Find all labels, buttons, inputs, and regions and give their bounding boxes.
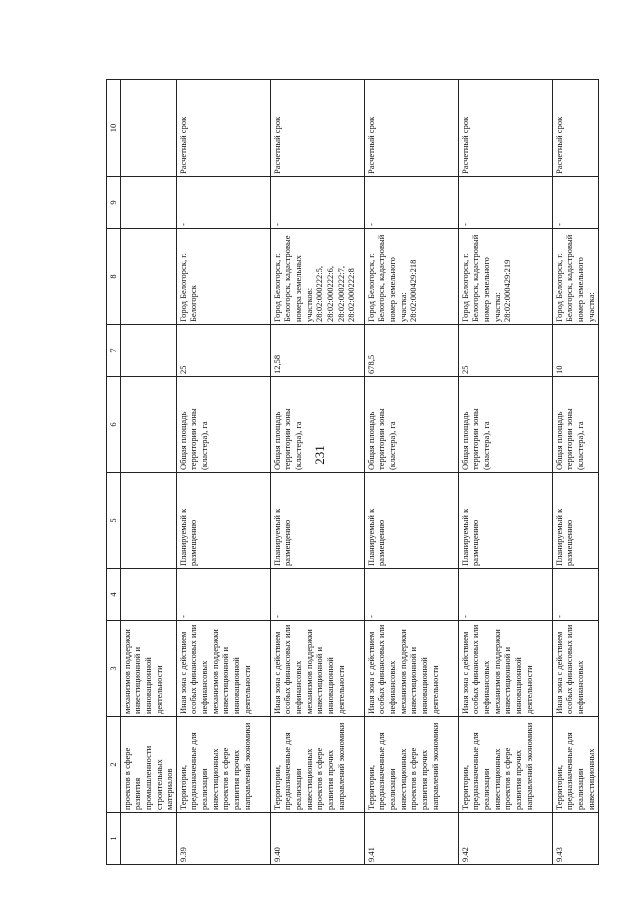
zone-cell: Иная зона с действием особых финансовых или нефинансовых механизмов поддержки инвестиционной и инновационной деятельности xyxy=(270,621,364,717)
table-cell xyxy=(120,377,176,473)
page-number-text: 231 xyxy=(312,445,327,465)
table-cell xyxy=(120,177,176,229)
purpose-cell: Территории, предназначенные для реализации инвестиционных проектов в сфере развития прочих направлений экономики xyxy=(364,717,458,813)
table-cell xyxy=(120,569,176,621)
zone-cell: Иная зона с действием особых финансовых или нефинансовых xyxy=(552,621,598,717)
purpose-cell: Территории, предназначенные для реализации инвестиционных проектов в сфере развития прочих направлений экономики xyxy=(176,717,270,813)
table-cell: - xyxy=(364,177,458,229)
row-number: 9.39 xyxy=(176,813,270,865)
header-cell: 9 xyxy=(107,177,121,229)
header-cell: 8 xyxy=(107,229,121,325)
status-cell: Планируемый к размещению xyxy=(176,473,270,569)
rotated-table-container xyxy=(106,80,596,865)
term-cell: Расчетный срок xyxy=(552,80,598,177)
header-cell: 4 xyxy=(107,569,121,621)
purpose-cell: Территории, предназначенные для реализации инвестиционных xyxy=(552,717,598,813)
param-cell: Общая площадь территории зоны (кластера), га xyxy=(364,377,458,473)
location-cell: Город Белогорск, г. Белогорск, кадастровый номер земельного участка: xyxy=(552,229,598,325)
header-cell: 1 xyxy=(107,813,121,865)
value-cell: 678,5 xyxy=(364,325,458,377)
table-row xyxy=(270,80,364,865)
term-cell: Расчетный срок xyxy=(270,80,364,177)
location-cell: Город Белогорск, г. Белогорск, кадастровый номер земельного участка: 28:02:000429:218 xyxy=(364,229,458,325)
header-cell: 3 xyxy=(107,621,121,717)
zone-cell: Иная зона с действием особых финансовых или нефинансовых механизмов поддержки инвестиционной и инновационной деятельности xyxy=(458,621,552,717)
status-cell: Планируемый к размещению xyxy=(270,473,364,569)
table-cell: - xyxy=(552,177,598,229)
table-cell xyxy=(120,80,176,177)
table-cell: - xyxy=(270,177,364,229)
header-cell: 6 xyxy=(107,377,121,473)
purpose-cell: Территории, предназначенные для реализации инвестиционных проектов в сфере развития прочих направлений экономики xyxy=(270,717,364,813)
row-number: 9.41 xyxy=(364,813,458,865)
term-cell: Расчетный срок xyxy=(364,80,458,177)
data-table xyxy=(106,79,599,865)
status-cell: Планируемый к размещению xyxy=(458,473,552,569)
table-row xyxy=(176,80,270,865)
table-cell: - xyxy=(458,177,552,229)
table-row xyxy=(552,80,598,865)
table-row xyxy=(458,80,552,865)
zone-cell: Иная зона с действием особых финансовых или нефинансовых механизмов поддержки инвестиционной и инновационной деятельности xyxy=(176,621,270,717)
table-cell xyxy=(120,813,176,865)
location-cell: Город Белогорск, г. Белогорск, кадастровые номера земельных участков: 28:02:000222:5, 28:02:000222:6, 28:02:000222:7, 28:02:000222:8 xyxy=(270,229,364,325)
table-cell: - xyxy=(458,569,552,621)
value-cell: 25 xyxy=(458,325,552,377)
param-cell: Общая площадь территории зоны (кластера), га xyxy=(270,377,364,473)
table-row xyxy=(364,80,458,865)
term-cell: Расчетный срок xyxy=(176,80,270,177)
header-cell: 5 xyxy=(107,473,121,569)
table-cell: - xyxy=(552,569,598,621)
param-cell: Общая площадь территории зоны (кластера), га xyxy=(458,377,552,473)
header-row xyxy=(107,80,121,865)
param-cell: Общая площадь территории зоны (кластера), га xyxy=(552,377,598,473)
table-cell: - xyxy=(176,569,270,621)
location-cell: Город Белогорск, г. Белогорск, кадастровый номер земельного участка: 28:02:000429:219 xyxy=(458,229,552,325)
zone-cell: Иная зона с действием особых финансовых или нефинансовых механизмов поддержки инвестиционной и инновационной деятельности xyxy=(364,621,458,717)
continuation-row xyxy=(120,80,176,865)
term-cell: Расчетный срок xyxy=(458,80,552,177)
value-cell: 12,58 xyxy=(270,325,364,377)
location-cell: Город Белогорск, г. Белогорск xyxy=(176,229,270,325)
header-cell: 10 xyxy=(107,80,121,177)
table-cell: проектов в сфере развития промышленности строительных материалов xyxy=(120,717,176,813)
purpose-cell: Территории, предназначенные для реализации инвестиционных проектов в сфере развития прочих направлений экономики xyxy=(458,717,552,813)
table-cell: механизмов поддержки инвестиционной и инновационной деятельности xyxy=(120,621,176,717)
row-number: 9.42 xyxy=(458,813,552,865)
value-cell: 25 xyxy=(176,325,270,377)
status-cell: Планируемый к размещению xyxy=(552,473,598,569)
row-number: 9.43 xyxy=(552,813,598,865)
status-cell: Планируемый к размещению xyxy=(364,473,458,569)
table-cell: - xyxy=(270,569,364,621)
header-cell: 2 xyxy=(107,717,121,813)
header-cell: 7 xyxy=(107,325,121,377)
row-number: 9.40 xyxy=(270,813,364,865)
table-cell xyxy=(120,473,176,569)
value-cell: 10 xyxy=(552,325,598,377)
table-cell xyxy=(120,229,176,325)
table-cell xyxy=(120,325,176,377)
table-cell: - xyxy=(364,569,458,621)
table-cell: - xyxy=(176,177,270,229)
param-cell: Общая площадь территории зоны (кластера), га xyxy=(176,377,270,473)
